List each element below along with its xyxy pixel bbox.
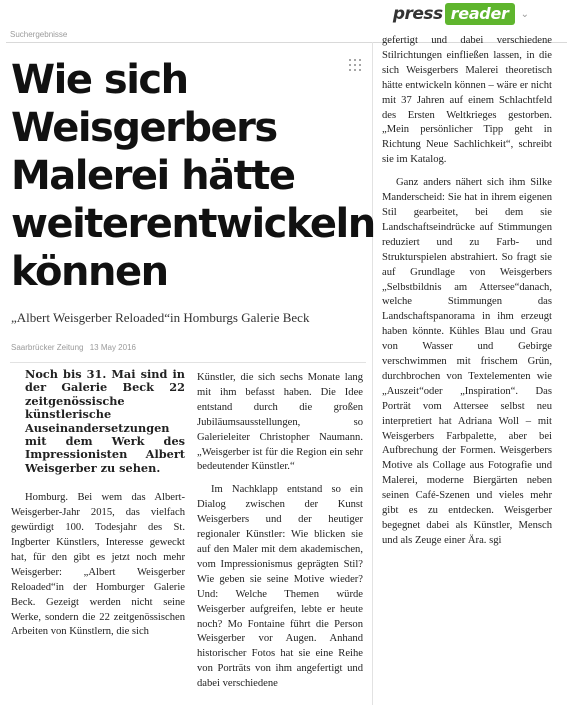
top-bar [0,0,567,28]
article-paragraph: Im Nachklapp entstand so ein Dialog zwischen der Kunst Weisgerbers und der heutiger regionaler Künstler: Wie blicken sie auf den Maler mit dem akademischen, vom Impressionismus geprägten Stil? Wie geben sie seine Motive wieder? Und: Welche Themen würde Weisgerber aufgreifen, lebte er heute noch? Mo Fontaine führt die Person Weisgerber vor Augen. Anhand historischer Fotos hat sie eine Reihe von Porträts von ihm angefertigt und dabei verschiedene [197,484,363,690]
meta-divider [10,362,366,363]
column-divider [372,42,373,705]
article-column-3 [382,34,552,618]
article-paragraph: Künstler, die sich sechs Monate lang mit ihm befasst haben. Die Idee entstand durch die großen Jubiläumsausstellungen, so Galerieleiter Christopher Naumann. „Weisgerber ist für die Region ein sehr bedeutender Künstler.“ [197,372,363,473]
article-date: 13 May 2016 [89,343,136,352]
article-paragraph: gefertigt und dabei verschiedene Stilrichtungen einfließen lassen, in die sich Weisgerbers Malerei theoretisch hätte entwickeln können – wäre er nicht mit 37 Jahren auf einem Schlachtfeld des Ersten Weltkrieges gestorben. „Mein persönlicher Tipp geht in Richtung Neue Sachlichkeit“, schreibt sie im Katalog. [382,35,552,166]
article-headline: Wie sich Weisgerbers Malerei hätte weiterentwickeln können [11,57,375,295]
article-lead: Noch bis 31. Mai sind in der Galerie Beck 22 zeitgenössische künstlerische Auseinandersetzungen mit dem Werk des Impressionisten Albert Weisgerber zu sehen. [25,368,185,475]
article-meta [11,343,140,352]
grid-menu-icon[interactable] [349,59,361,71]
article-source[interactable]: Saarbrücker Zeitung [11,343,84,352]
article-column-2 [197,371,363,705]
chevron-down-icon[interactable]: ⌄ [520,8,529,20]
article-subheadline: „Albert Weisgerber Reloaded“in Homburgs Galerie Beck [11,310,310,325]
logo-press-text: press [392,4,443,24]
pressreader-logo[interactable] [393,3,529,25]
article-paragraph: Homburg. Bei wem das AlbertWeisgerber-Jahr 2015, das vielfach gewürdigt 100. Todesjahr des St. Ingberter Künstlers, Interesse geweckt hat, für den gibt es jetzt noch mehr Weisgerber: „Albert Weisgerber Reloaded“in der Homburger Galerie Beck. Gezeigt werden nicht seine Werke, sondern die 22 zeitgenössischen Arbeiten von Künstlern, die sich [11,492,185,638]
logo-reader-text: reader [445,3,515,25]
article-paragraph: Ganz anders nähert sich ihm Silke Manderscheid: Sie hat in ihrem eigenen Stil gearbeitet, bei dem sie Landschaftseindrücke auf Stimmungen reduziert und zu Farb- und Strukturspielen abstrahiert. So fragt sie auf Grundlage von Weisgerbers „Selbstbildnis am Attersee“danach, welche Stimmungen das Landschaftspanorama in ihm erzeugt haben könnte. Kühles Blau und Grau von Wasser und Gebirge verschwimmen mit frischem Grün, durchbrochen von Textelementen wie „Auszeit“oder „Inspiration“. Das Porträt vom Attersee selbst neu interpretiert hat Adriana Woll – mit Weisgerbers Farbpalette, aber bei Aufbrechung der Formen. Weisgerbers Motive als Collage aus Fotografie und Malerei, moderne Biergärten neben seinen Café-Szenen und vieles mehr gibt es zu entdecken. Weisgerber begegnet dabei als Künstler, Mensch und als Zeuge einer Ära. sgi [382,177,552,546]
article-column-1 [11,368,185,705]
breadcrumb[interactable]: Suchergebnisse [10,30,68,39]
